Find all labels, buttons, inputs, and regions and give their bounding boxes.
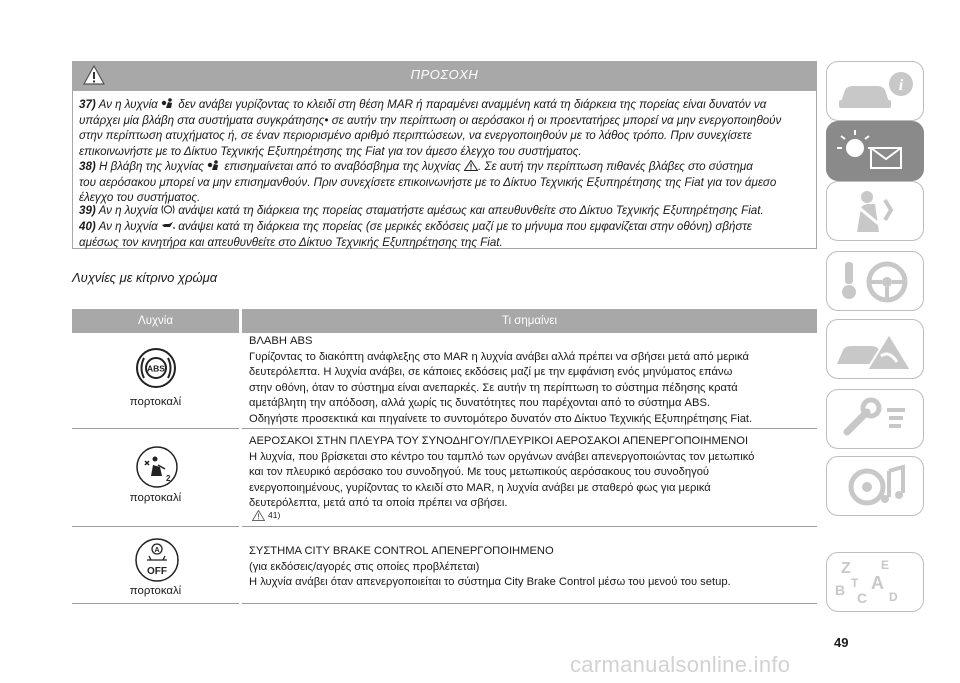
table-header-meaning [242, 309, 817, 333]
tab-technical-data[interactable] [826, 456, 924, 516]
warning-title: ΠΡΟΣΟΧΗ [410, 67, 479, 82]
warning-paragraph-37: 37) Αν η λυχνία δεν ανάβει γυρίζοντας το κλειδί στη θέση MAR ή παραμένει αναμμένη κατά τη διάρκεια της πορείας είναι δυνατόν να [79, 98, 767, 111]
cell-line: δευτερόλεπτα. Η λυχνία ανάβει, σε κάποιες εκδόσεις μαζί με την εμφάνιση ενός μηνύματος επάνω [249, 366, 733, 378]
cell-line: και τον πλευρικό αερόσακο του συνοδηγού. Με τους μετωπικούς αερόσακους του συνοδηγού [249, 466, 710, 478]
alphabetical-index-icon [827, 553, 923, 611]
cell-line: Οδηγήστε προσεκτικά και πηγαίνετε το συντομότερο δυνατόν στο Δίκτυο Τεχνικής Εξυπηρέτησης Fiat. [249, 412, 753, 425]
svg-text:OFF: OFF [147, 566, 167, 577]
table-cell-meaning [249, 334, 752, 427]
safety-seatbelt-icon [827, 182, 923, 240]
svg-text:A: A [871, 573, 884, 593]
page-number: 49 [834, 635, 849, 650]
svg-text:Z: Z [841, 560, 851, 577]
cell-line: στην οθόνη, όταν το σύστημα είναι ανεπαρκές. Σε αυτήν τη περίπτωση το σύστημα πέδησης κρατά [249, 381, 738, 394]
emergency-icon [827, 320, 923, 378]
svg-text:ABS: ABS [147, 363, 165, 374]
city-brake-off-icon [135, 538, 179, 582]
cell-line: ΑΕΡΟΣΑΚΟΙ ΣΤΗΝ ΠΛΕΥΡΑ ΤΟΥ ΣΥΝΟΔΗΓΟΥ/ΠΛΕΥΡΙΚΟΙ ΑΕΡΟΣΑΚΟΙ ΑΠΕΝΕΡΓΟΠΟΙΗΜΕΝΟΙ [249, 435, 749, 447]
warning-triangle-icon [464, 160, 478, 171]
tab-safety[interactable] [826, 181, 924, 241]
row-divider [72, 603, 239, 604]
lamp-color-label: πορτοκαλί [129, 396, 182, 408]
table-header-label: Λυχνία [138, 315, 173, 327]
warning-line: επικοινωνήστε με το Δίκτυο Τεχνικής Εξυπηρέτησης της Fiat για τον άμεσο έλεγχο του συστήματος. [79, 144, 582, 158]
svg-text:2: 2 [166, 474, 171, 483]
row-divider [72, 428, 239, 429]
table-cell-meaning [249, 544, 731, 591]
warning-line: στην περίπτωση ατυχήματος ή, σε έναν περιορισμένο αριθμό περιπτώσεων, να ενεργοποιηθούν με το λάθος τρόπο. Πριν συνεχίσετε [79, 129, 752, 142]
tab-maintenance[interactable] [826, 389, 924, 449]
tab-emergency[interactable] [826, 319, 924, 379]
warning-paragraph-38: 38) Η βλάβη της λυχνίας επισημαίνεται από το αναβόσβημα της λυχνίας . Σε αυτή την περίπτωση πιθανές βλάβες στο σύστημα [79, 160, 753, 173]
cell-line: Γυρίζοντας το διακόπτη ανάφλεξης στο MAR η λυχνία ανάβει αλλά πρέπει να σβήσει μετά από μερικά [249, 350, 749, 363]
cell-line: (για εκδόσεις/αγορές στις οποίες προβλέπεται) [249, 560, 480, 573]
tab-starting-driving[interactable] [826, 251, 924, 311]
svg-text:D: D [889, 590, 898, 604]
tab-warning-lights[interactable] [826, 121, 924, 181]
svg-text:B: B [835, 582, 846, 598]
cell-line: αμετάβλητη την απόδοση, αλλά χωρίς τις δυνατότητες που παρέχονται από το σύστημα ABS. [249, 397, 711, 409]
svg-text:T: T [851, 576, 859, 590]
lamp-color-label: πορτοκαλί [129, 492, 182, 504]
warning-line: έλεγχο του συστήματος. [79, 191, 201, 204]
passenger-airbag-off-icon [136, 446, 178, 488]
warning-paragraph-39: 39) Αν η λυχνία ανάψει κατά τη διάρκεια της πορείας σταματήστε αμέσως και απευθυνθείτε στο Δίκτυο Τεχνικής Εξυπηρέτησης Fiat. [79, 204, 764, 217]
lamp-color-label: πορτοκαλί [129, 585, 182, 597]
cell-line: ενεργοποιημένους, γυρίζοντας το κλειδί στο MAR, η λυχνία ανάβει με σταθερό φως για μερικά [249, 481, 711, 494]
svg-text:C: C [857, 590, 868, 606]
row-divider [72, 526, 239, 527]
airbag-warning-icon [207, 160, 221, 171]
cell-line: Η λυχνία, που βρίσκεται στο κέντρο του ταμπλό των οργάνων ανάβει απενεργοποιώντας τον μετωπικό [249, 450, 755, 463]
note-reference: 41) [268, 510, 281, 520]
warning-line: αμέσως τον κινητήρα και απευθυνθείτε στο Δίκτυο Τεχνικής Εξυπηρέτησης της Fiat. [79, 235, 503, 249]
warning-note-icon [252, 510, 265, 521]
svg-text:i: i [898, 77, 904, 94]
cell-line: δευτερόλεπτα, μετά από τα οποία πρέπει να σβήσει. [249, 497, 508, 509]
table-cell-meaning [249, 434, 754, 512]
abs-warning-icon [136, 348, 176, 388]
warning-paragraph-40: 40) Αν η λυχνία ανάψει κατά τη διάρκεια της πορείας (σε μερικές εκδόσεις μαζί με το μήνυμα που εμφανίζεται στην οθόνη) σβήστε [79, 220, 752, 233]
table-header-label: Τι σημαίνει [501, 315, 558, 327]
cell-line: ΒΛΑΒΗ ABS [249, 335, 313, 347]
audio-navigation-icon [827, 457, 923, 515]
section-title: Λυχνίες με κίτρινο χρώμα [72, 270, 218, 285]
tab-car-info[interactable] [826, 61, 924, 121]
row-divider [242, 526, 817, 527]
cell-line: ΣΥΣΤΗΜΑ CITY BRAKE CONTROL ΑΠΕΝΕΡΓΟΠΟΙΗΜΕΝΟ [249, 545, 554, 557]
warning-line: υπάρχει μία βλάβη στα συστήματα συγκράτησης• σε αυτήν την περίπτωση οι αερόσακοι ή οι προεντατήρες μπορεί να μην ενεργοποιηθούν [79, 113, 782, 127]
brake-warning-icon [161, 204, 175, 215]
cell-line: Η λυχνία ανάβει όταν απενεργοποιείται το σύστημα City Brake Control μέσω του μενού του setup. [249, 576, 731, 588]
table-header-lamp [72, 309, 239, 333]
warning-line: του αερόσακου μπορεί να μην επισημανθούν. Πριν συνεχίσετε επικοινωνήστε με το Δίκτυο Τεχνικής Εξυπηρέτησης της Fiat για τον άμεσο [79, 175, 777, 189]
maintenance-icon [827, 390, 923, 448]
starting-driving-icon [827, 252, 923, 310]
tab-alphabetical-index[interactable] [826, 552, 924, 612]
svg-text:E: E [881, 558, 890, 572]
car-info-icon [827, 62, 923, 120]
warning-lights-icon [827, 122, 923, 180]
oil-pressure-icon [161, 220, 175, 231]
row-divider [242, 428, 817, 429]
svg-text:A: A [154, 547, 160, 554]
airbag-warning-icon [161, 98, 175, 109]
watermark-text: carmanualsonline.info [570, 652, 791, 677]
row-divider [242, 603, 817, 604]
